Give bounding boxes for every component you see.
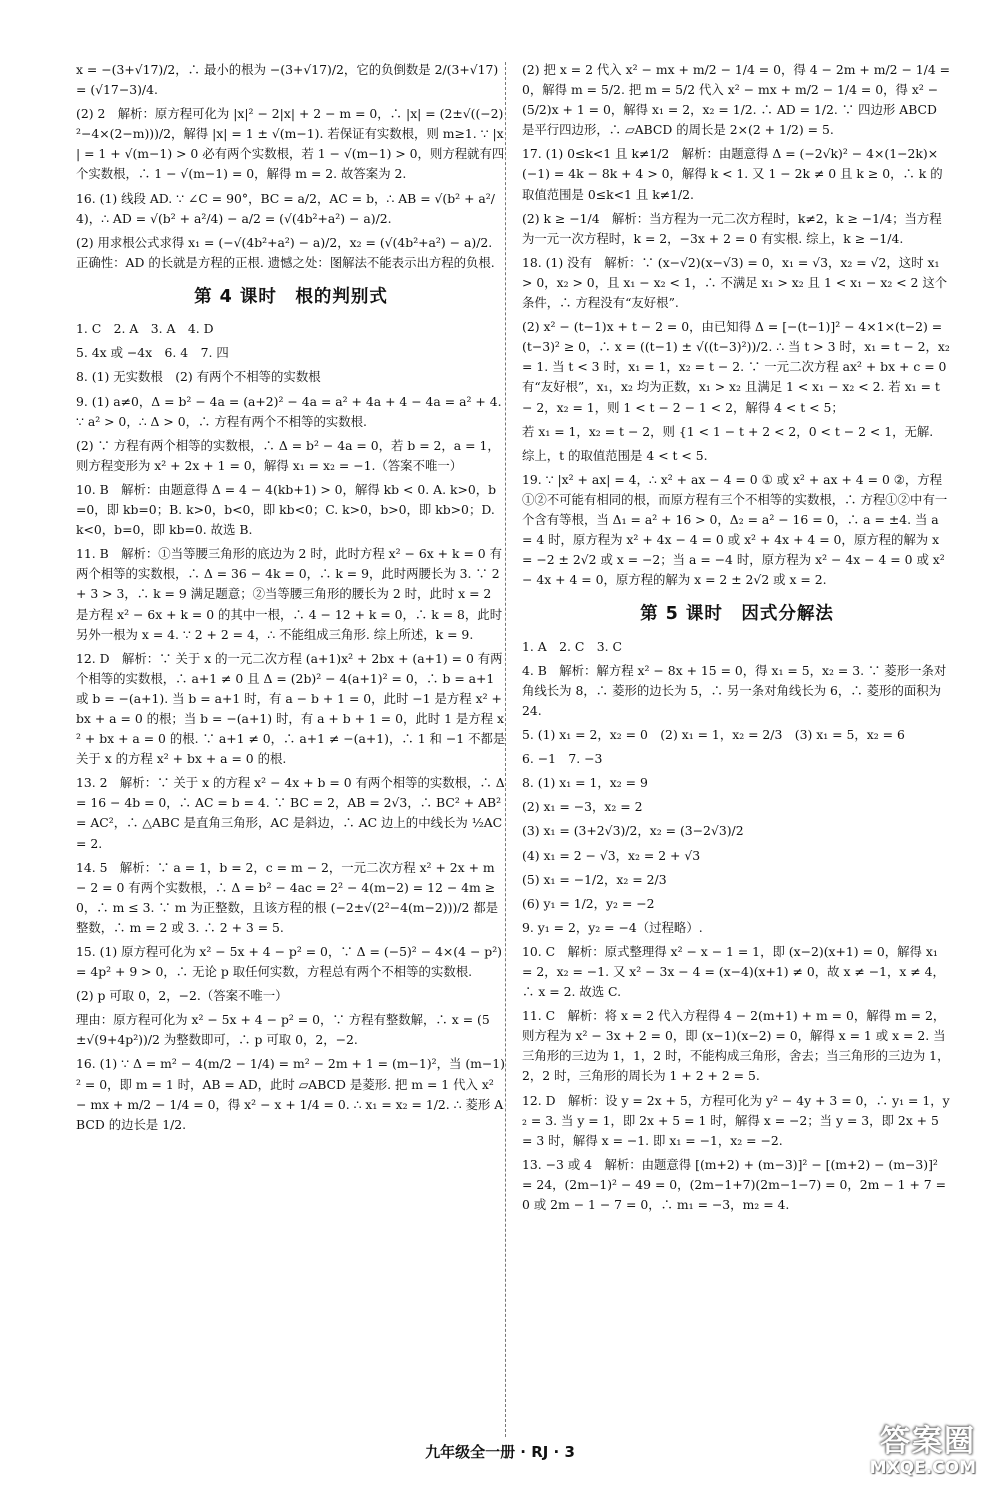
answer-paragraph: 17. (1) 0≤k<1 且 k≠1/2 解析：由题意得 Δ = (−2√k)² − 4×(1−2k)×(−1) = 4k − 8k + 4 > 0，解得 k < 1. 又 1 − 2k ≠ 0 且 k ≥ 0，∴ k 的取值范围是 0≤k<1 且 k≠1/2. [522, 146, 943, 202]
answer-paragraph: 9. (1) a≠0，Δ = b² − 4a = (a+2)² − 4a = a² + 4a + 4 − 4a = a² + 4. ∵ a² > 0，∴ Δ > 0，∴ 方程有两个不相等的实数根. [76, 393, 502, 429]
answer-paragraph: 8. (1) x₁ = 1，x₂ = 9 [522, 775, 648, 791]
answer-paragraph: 1. A 2. C 3. C [522, 638, 622, 654]
watermark [832, 1416, 982, 1478]
answer-paragraph: 12. D 解析：设 y = 2x + 5，方程可化为 y² − 4y + 3 = 0，∴ y₁ = 1，y₂ = 3. 当 y = 1，即 2x + 5 = 1 时，解得 x = −2；当 y = 3，即 2x + 5 = 3 时，解得 x = −1. 即 x₁ = −1，x₂ = −2. [522, 1092, 950, 1148]
answer-paragraph: 理由：原方程可化为 x² − 5x + 4 − p² = 0，∵ 方程有整数解，∴ x = (5±√(9+4p²))/2 为整数即可，∴ p 可取 0，2，−2. [76, 1012, 490, 1048]
answer-paragraph: x = −(3+√17)/2，∴ 最小的根为 −(3+√17)/2，它的负倒数是 2/(3+√17) = (√17−3)/4. [76, 62, 499, 98]
answer-paragraph: 18. (1) 没有 解析：∵ (x−√2)(x−√3) = 0，x₁ = √3，x₂ = √2，这时 x₁ > 0，x₂ > 0，且 x₁ − x₂ < 1，∴ 不满足 x₁ > x₂ 且 1 < x₁ − x₂ < 2 这个条件，∴ 方程没有“友好根”. [522, 254, 948, 311]
answer-paragraph: 14. 5 解析：∵ a = 1，b = 2，c = m − 2，一元二次方程 x² + 2x + m − 2 = 0 有两个实数根，∴ Δ = b² − 4ac = 2² − 4(m−2) = 12 − 4m ≥ 0，∴ m ≤ 3. ∵ m 为正整数，且该方程的根 (−2±√(2²−4(m−2)))/2 都是整数，∴ m = 2 或 3. ∴ 2 + 3 = 5. [76, 859, 499, 935]
answer-paragraph: 1. C 2. A 3. A 4. D [76, 321, 214, 337]
answer-paragraph: 10. B 解析：由题意得 Δ = 4 − 4(kb+1) > 0，解得 kb < 0. A. k>0，b=0，即 kb=0；B. k>0，b<0，即 kb<0；C. k>0，b>0，即 kb>0；D. k<0，b=0，即 kb=0. 故选 B. [76, 481, 497, 538]
answer-paragraph: 5. 4x 或 −4x 6. 4 7. 四 [76, 345, 229, 361]
answer-paragraph: 6. −1 7. −3 [522, 751, 603, 767]
answer-paragraph: 11. B 解析：①当等腰三角形的底边为 2 时，此时方程 x² − 6x + k = 0 有两个相等的实数根，∴ Δ = 36 − 4k = 0，∴ k = 9，此时两腰长为 3. ∵ 2 + 3 > 3，∴ k = 9 满足题意；②当等腰三角形的腰长为 2 时，此时 x = 2 是方程 x² − 6x + k = 0 的其中一根，∴ 4 − 12 + k = 0，∴ k = 8，此时另外一根为 x = 4. ∵ 2 + 2 = 4，∴ 不能组成三角形. 综上所述，k = 9. [76, 546, 503, 642]
answer-paragraph: (2) ∵ 方程有两个相等的实数根，∴ Δ = b² − 4a = 0，若 b = 2，a = 1，则方程变形为 x² + 2x + 1 = 0，解得 x₁ = x₂ = −1.（答案不唯一） [76, 437, 500, 473]
watermark-logo: 答案圈 [880, 1424, 976, 1459]
answer-paragraph: (2) x² − (t−1)x + t − 2 = 0，由已知得 Δ = [−(t−1)]² − 4×1×(t−2) = (t−3)² ≥ 0，∴ x = ((t−1) ± √((t−3)²))/2. ∴ 当 t > 3 时，x₁ = t − 2，x₂ = 1. 当 t < 3 时，x₁ = 1，x₂ = t − 2. ∵ 一元二次方程 ax² + bx + c = 0 有“友好根”，x₁，x₂ 均为正数，x₁ > x₂ 且满足 1 < x₁ − x₂ < 2. 若 x₁ = t − 2，x₂ = 1，则 1 < t − 2 − 1 < 2，解得 4 < t < 5； [522, 319, 950, 415]
answer-paragraph: 10. C 解析：原式整理得 x² − x − 1 = 1，即 (x−2)(x+1) = 0，解得 x₁ = 2，x₂ = −1. 又 x² − 3x − 4 = (x−4)(x+1) ≠ 0，故 x ≠ −1，x ≠ 4，∴ x = 2. 故选 C. [522, 943, 945, 1000]
section-title-lesson-4: 第 4 课时 根的判别式 [194, 286, 388, 307]
answer-paragraph: (2) 把 x = 2 代入 x² − mx + m/2 − 1/4 = 0，得 4 − 2m + m/2 − 1/4 = 0，解得 m = 5/2. 把 m = 5/2 代入 x² − mx + m/2 − 1/4 = 0，得 x² − (5/2)x + 1 = 0，解得 x₁ = 2，x₂ = 1/2. ∴ AD = 1/2. ∵ 四边形 ABCD 是平行四边形，∴ ▱ABCD 的周长是 2×(2 + 1/2) = 5. [522, 62, 951, 138]
answer-paragraph: 16. (1) ∵ Δ = m² − 4(m/2 − 1/4) = m² − 2m + 1 = (m−1)²，当 (m−1)² = 0，即 m = 1 时，AB = AD，此时 ▱ABCD 是菱形. 把 m = 1 代入 x² − mx + m/2 − 1/4 = 0，得 x² − x + 1/4 = 0. ∴ x₁ = x₂ = 1/2. ∴ 菱形 ABCD 的边长是 1/2. [76, 1056, 506, 1132]
answer-paragraph: 4. B 解析：解方程 x² − 8x + 15 = 0，得 x₁ = 5，x₂ = 3. ∵ 菱形一条对角线长为 8，∴ 菱形的边长为 5，∴ 另一条对角线长为 6，∴ 菱形的面积为 24. [522, 662, 947, 718]
answer-paragraph: 12. D 解析：∵ 关于 x 的一元二次方程 (a+1)x² + 2bx + (a+1) = 0 有两个相等的实数根，∴ a+1 ≠ 0 且 Δ = (2b)² − 4(a+1)² = 0，∴ b = a+1 或 b = −(a+1). 当 b = a+1 时，有 a − b + 1 = 0，此时 −1 是方程 x² + bx + a = 0 的根；当 b = −(a+1) 时，有 a + b + 1 = 0，此时 1 是方程 x² + bx + a = 0 的根. ∵ a+1 ≠ 0，∴ a+1 ≠ −(a+1)，∴ 1 和 −1 不都是关于 x 的方程 x² + bx + a = 0 的根. [76, 650, 506, 767]
watermark-site: MXQE.COM [869, 1458, 976, 1478]
answer-paragraph: 9. y₁ = 2，y₂ = −4（过程略）. [522, 919, 703, 935]
answer-paragraph: (2) x₁ = −3，x₂ = 2 [522, 799, 643, 815]
answer-paragraph: 13. −3 或 4 解析：由题意得 [(m+2) + (m−3)]² − [(m+2) − (m−3)]² = 24，(2m−1)² − 49 = 0，(2m−1+7)(2m−1−7) = 0，2m − 1 + 7 = 0 或 2m − 1 − 7 = 0，∴ m₁ = −3，m₂ = 4. [522, 1156, 947, 1213]
answer-paragraph: 16. (1) 线段 AD. ∵ ∠C = 90°，BC = a/2，AC = b，∴ AB = √(b² + a²/4)，∴ AD = √(b² + a²/4) − a/2 = (√(4b²+a²) − a)/2. [76, 190, 495, 226]
answer-paragraph: 8. (1) 无实数根 (2) 有两个不相等的实数根 [76, 369, 321, 385]
section-title-lesson-5: 第 5 课时 因式分解法 [640, 604, 834, 625]
right-column [522, 60, 952, 1219]
answer-paragraph: (6) y₁ = 1/2，y₂ = −2 [522, 895, 655, 911]
answer-paragraph: 15. (1) 原方程可化为 x² − 5x + 4 − p² = 0，∵ Δ = (−5)² − 4×(4 − p²) = 4p² + 9 > 0，∴ 无论 p 取任何实数，方程总有两个不相等的实数根. [76, 944, 503, 980]
column-divider [505, 62, 506, 1437]
answer-paragraph: (4) x₁ = 2 − √3，x₂ = 2 + √3 [522, 847, 701, 863]
answer-paragraph: 5. (1) x₁ = 2，x₂ = 0 (2) x₁ = 1，x₂ = 2/3 (3) x₁ = 5，x₂ = 6 [522, 727, 905, 743]
answer-paragraph: 综上，t 的取值范围是 4 < t < 5. [522, 447, 708, 463]
answer-paragraph: 13. 2 解析：∵ 关于 x 的方程 x² − 4x + b = 0 有两个相等的实数根，∴ Δ = 16 − 4b = 0，∴ AC = b = 4. ∵ BC = 2，AB = 2√3，∴ BC² + AB² = AC²，∴ △ABC 是直角三角形，AC 是斜边，∴ AC 边上的中线长为 ½AC = 2. [76, 775, 505, 851]
answer-paragraph: 11. C 解析：将 x = 2 代入方程得 4 − 2(m+1) + m = 0，解得 m = 2，则方程为 x² − 3x + 2 = 0，即 (x−1)(x−2) = 0，解得 x = 1 或 x = 2. 当三角形的三边为 1，1，2 时，不能构成三角形，舍去；当三角形的三边为 1，2，2 时，三角形的周长为 1 + 2 + 2 = 5. [522, 1008, 950, 1084]
answer-paragraph: 若 x₁ = 1，x₂ = t − 2，则 {1 < 1 − t + 2 < 2，0 < t − 2 < 1，无解. [522, 423, 934, 439]
page-footer: 九年级全一册 · RJ · 3 [425, 1443, 575, 1461]
left-column [76, 60, 506, 1139]
answer-paragraph: (2) k ≥ −1/4 解析：当方程为一元二次方程时，k≠2，k ≥ −1/4；当方程为一元一次方程时，k = 2，−3x + 2 = 0 有实根. 综上，k ≥ −1/4. [522, 210, 942, 246]
answer-paragraph: 19. ∵ |x² + ax| = 4，∴ x² + ax − 4 = 0 ① 或 x² + ax + 4 = 0 ②，方程①②不可能有相同的根，而原方程有三个不相等的实数根，∴ 方程①②中有一个含有等根，当 Δ₁ = a² + 16 > 0，Δ₂ = a² − 16 = 0，∴ a = ±4. 当 a = 4 时，原方程为 x² + 4x − 4 = 0 或 x² + 4x + 4 = 0，原方程的解为 x = −2 ± 2√2 或 x = −2；当 a = −4 时，原方程为 x² − 4x − 4 = 0 或 x² − 4x + 4 = 0，原方程的解为 x = 2 ± 2√2 或 x = 2. [522, 471, 948, 588]
answer-paragraph: (3) x₁ = (3+2√3)/2，x₂ = (3−2√3)/2 [522, 823, 744, 839]
answer-paragraph: (2) 2 解析：原方程可化为 |x|² − 2|x| + 2 − m = 0，∴ |x| = (2±√((−2)²−4×(2−m)))/2，解得 |x| = 1 ± √(m−1). 若保证有实数根，则 m≥1. ∵ |x| = 1 + √(m−1) > 0 必有两个实数根，若 1 − √(m−1) > 0，则方程就有四个实数根，∴ 1 − √(m−1) = 0，解得 m = 2. 故答案为 2. [76, 106, 505, 182]
answer-paragraph: (2) 用求根公式求得 x₁ = (−√(4b²+a²) − a)/2，x₂ = (√(4b²+a²) − a)/2. 正确性：AD 的长就是方程的正根. 遗憾之处：图解法不能表示出方程的负根. [76, 234, 495, 270]
answer-paragraph: (5) x₁ = −1/2，x₂ = 2/3 [522, 871, 667, 887]
answer-paragraph: (2) p 可取 0，2，−2.（答案不唯一） [76, 988, 288, 1004]
